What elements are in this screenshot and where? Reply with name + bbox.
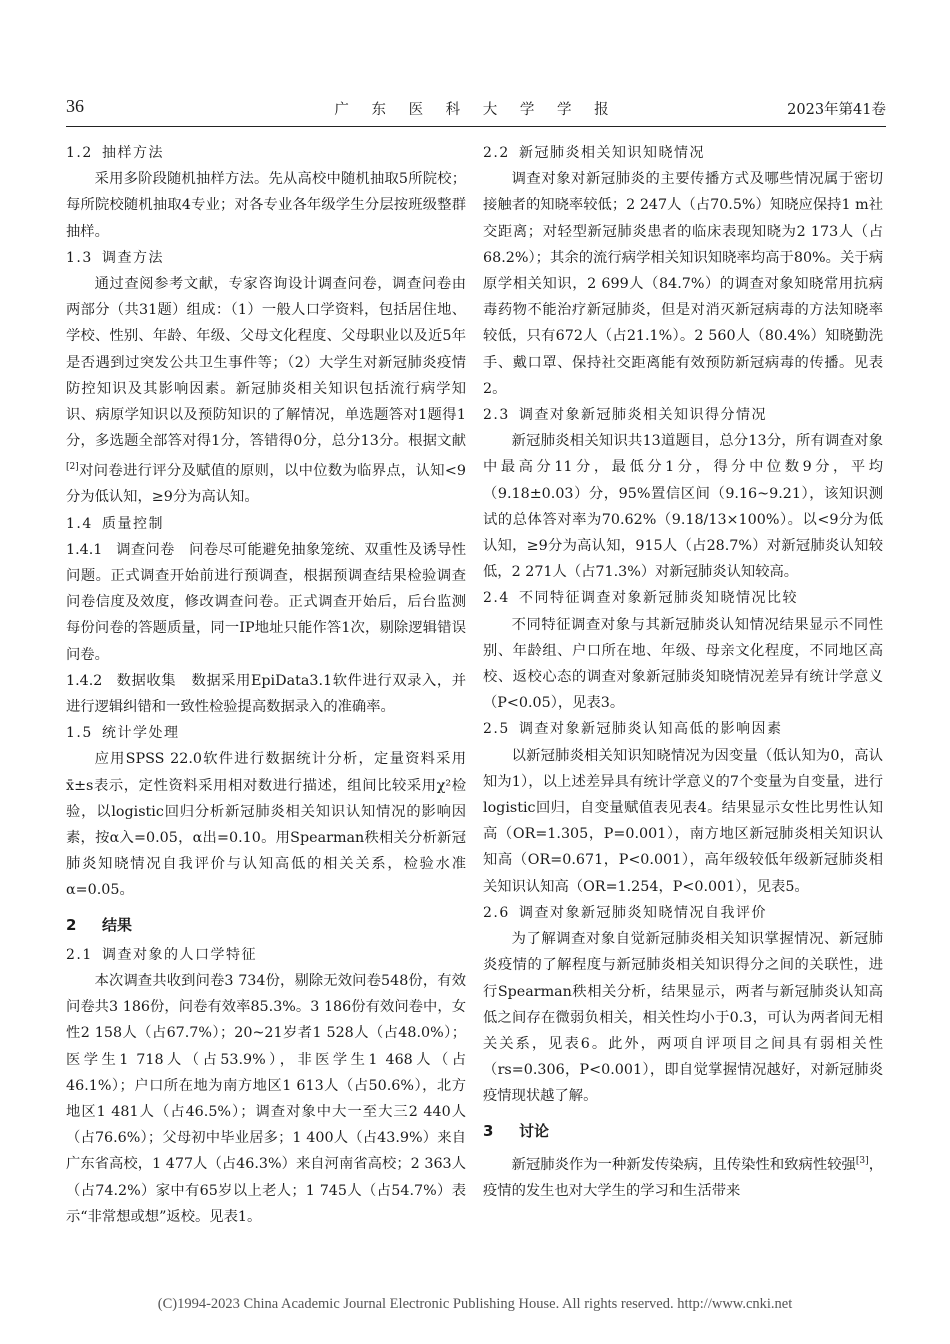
section-2-3-heading: 2.3 调查对象新冠肺炎相关知识得分情况 xyxy=(483,407,767,424)
citation: [3] xyxy=(855,1155,869,1166)
section-1-3-text: 通过查阅参考文献，专家咨询设计调查问卷，调查问卷由两部分（共31题）组成：（1）一般人口学资料，包括居住地、学校、性别、年龄、年级、父母文化程度、父母职业以及近5年是否遇到过突发公共卫生事件等；（2）大学生对新冠肺炎疫情防控知识及其影响因素。新冠肺炎相关知识包括流行病学知识、病原学知识以及预防知识的了解情况，单选题答对1题得1分，多选题全部答对得1分，答错得0分，总分13分。根据文献[2]对问卷进行评分及赋值的原则，以中位数为临界点，认知<9分为低认知，≥9分为高认知。 xyxy=(66,276,466,506)
running-header xyxy=(66,96,886,124)
section-3-heading: 3 讨论 xyxy=(483,1121,550,1140)
section-2-1-heading: 2.1 调查对象的人口学特征 xyxy=(66,946,257,963)
section-1-5-heading: 1.5 统计学处理 xyxy=(66,725,180,742)
section-2-3-text: 新冠肺炎相关知识共13道题目，总分13分，所有调查对象中最高分11分，最低分1分，得分中位数9分，平均（9.18±0.03）分，95%置信区间（9.16~9.21），该知识测试的总体答对率为70.62%（9.18/13×100%）。以<9分为低认知，≥9分为高认知，915人（占28.7%）对新冠肺炎认知较低，2 271人（占71.3%）对新冠肺炎认知较高。 xyxy=(483,433,883,581)
journal-title: 广 东 医 科 大 学 学 报 xyxy=(334,102,618,118)
section-2-4-heading: 2.4 不同特征调查对象新冠肺炎知晓情况比较 xyxy=(483,590,798,607)
section-2-heading: 2 结果 xyxy=(66,915,133,934)
section-3-text: 新冠肺炎作为一种新发传染病，且传染性和致病性较强[3]，疫情的发生也对大学生的学习和生活带来 xyxy=(483,1155,884,1199)
left-column xyxy=(66,140,466,1230)
section-1-3-heading: 1.3 调查方法 xyxy=(66,249,164,266)
section-1-2-heading: 1.2 抽样方法 xyxy=(66,145,164,161)
section-2-5-text: 以新冠肺炎相关知识知晓情况为因变量（低认知为0，高认知为1），以上述差异具有统计学意义的7个变量为自变量，进行logistic回归，自变量赋值表见表4。结果显示女性比男性认知高（OR=1.305，P=0.001），南方地区新冠肺炎相关知识认知高（OR=0.671，P<0.001），高年级较低年级新冠肺炎相关知识认知高（OR=1.254，P<0.001），见表5。 xyxy=(483,747,883,895)
section-2-6-heading: 2.6 调查对象新冠肺炎知晓情况自我评价 xyxy=(483,904,767,921)
section-1-4-heading: 1.4 质量控制 xyxy=(66,515,164,532)
volume-label: 2023年第41卷 xyxy=(787,102,886,118)
citation: [2] xyxy=(66,462,79,473)
copyright-footer: (C)1994-2023 China Academic Journal Electronic Publishing House. All rights reserved. http://www.cnki.net xyxy=(157,1296,793,1312)
section-1-5-text: 应用SPSS 22.0软件进行数据统计分析，定量资料采用x̄±s表示，定性资料采用相对数进行描述，组间比较采用χ²检验，以logistic回归分析新冠肺炎相关知识认知情况的影响因素，按α入=0.05，α出=0.10。用Spearman秩相关分析新冠肺炎知晓情况自我评价与认知高低的相关关系，检验水准α=0.05。 xyxy=(66,751,466,899)
right-column xyxy=(483,140,883,1204)
section-2-5-heading: 2.5 调查对象新冠肺炎认知高低的影响因素 xyxy=(483,721,783,738)
section-1-4-1: 1.4.1 调查问卷 问卷尽可能避免抽象笼统、双重性及诱导性问题。正式调查开始前进行预调查，根据预调查结果检验调查问卷信度及效度，修改调查问卷。正式调查开始后，后台监测每份问卷的答题质量，同一IP地址只能作答1次，剔除逻辑错误问卷。 xyxy=(66,541,467,663)
header-rule xyxy=(66,126,886,127)
section-2-2-text: 调查对象对新冠肺炎的主要传播方式及哪些情况属于密切接触者的知晓率较低；2 247人（占70.5%）知晓应保持1 m社交距离；对轻型新冠肺炎患者的临床表现知晓为2 173人（占68.2%）；其余的流行病学相关知识知晓率均高于80%。关于病原学相关知识，2 699人（84.7%）的调查对象知晓常用抗病毒药物不能治疗新冠肺炎，但是对消灭新冠病毒的方法知晓率较低，只有672人（占21.1%）。2 560人（80.4%）知晓勤洗手、戴口罩、保持社交距离能有效预防新冠病毒的传播。见表2。 xyxy=(483,171,883,397)
section-1-4-2: 1.4.2 数据收集 数据采用EpiData3.1软件进行双录入，并进行逻辑纠错和一致性检验提高数据录入的准确率。 xyxy=(66,672,467,716)
page-number: 36 xyxy=(66,96,84,116)
section-1-2-text: 采用多阶段随机抽样方法。先从高校中随机抽取5所院校；每所院校随机抽取4专业；对各专业各年级学生分层按班级整群抽样。 xyxy=(66,171,466,240)
section-2-1-text: 本次调查共收到问卷3 734份，剔除无效问卷548份，有效问卷共3 186份，问卷有效率85.3%。3 186份有效问卷中，女性2 158人（占67.7%）；20~21岁者1 528人（占48.0%）；医学生1 718人（占53.9%），非医学生1 468人（占46.1%）；户口所在地为南方地区1 613人（占50.6%），北方地区1 481人（占46.5%）；调查对象中大一至大三2 440人（占76.6%）；父母初中毕业居多；1 400人（占43.9%）来自广东省高校，1 477人（占46.3%）来自河南省高校；2 363人（占74.2%）家中有65岁以上老人；1 745人（占54.7%）表示“非常想或想”返校。见表1。 xyxy=(66,973,466,1225)
section-2-4-text: 不同特征调查对象与其新冠肺炎认知情况结果显示不同性别、年龄组、户口所在地、年级、母亲文化程度，不同地区高校、返校心态的调查对象新冠肺炎知晓情况差异有统计学意义（P<0.05），见表3。 xyxy=(483,616,883,712)
section-2-2-heading: 2.2 新冠肺炎相关知识知晓情况 xyxy=(483,145,705,161)
section-2-6-text: 为了解调查对象自觉新冠肺炎相关知识掌握情况、新冠肺炎疫情的了解程度与新冠肺炎相关知识得分之间的关联性，进行Spearman秩相关分析，结果显示，两者与新冠肺炎认知高低之间存在微弱负相关，相关性均小于0.3，可认为两者间无相关关系，见表6。此外，两项自评项目之间具有弱相关性（rs=0.306，P<0.001），即自觉掌握情况越好，对新冠肺炎疫情现状越了解。 xyxy=(483,931,883,1105)
